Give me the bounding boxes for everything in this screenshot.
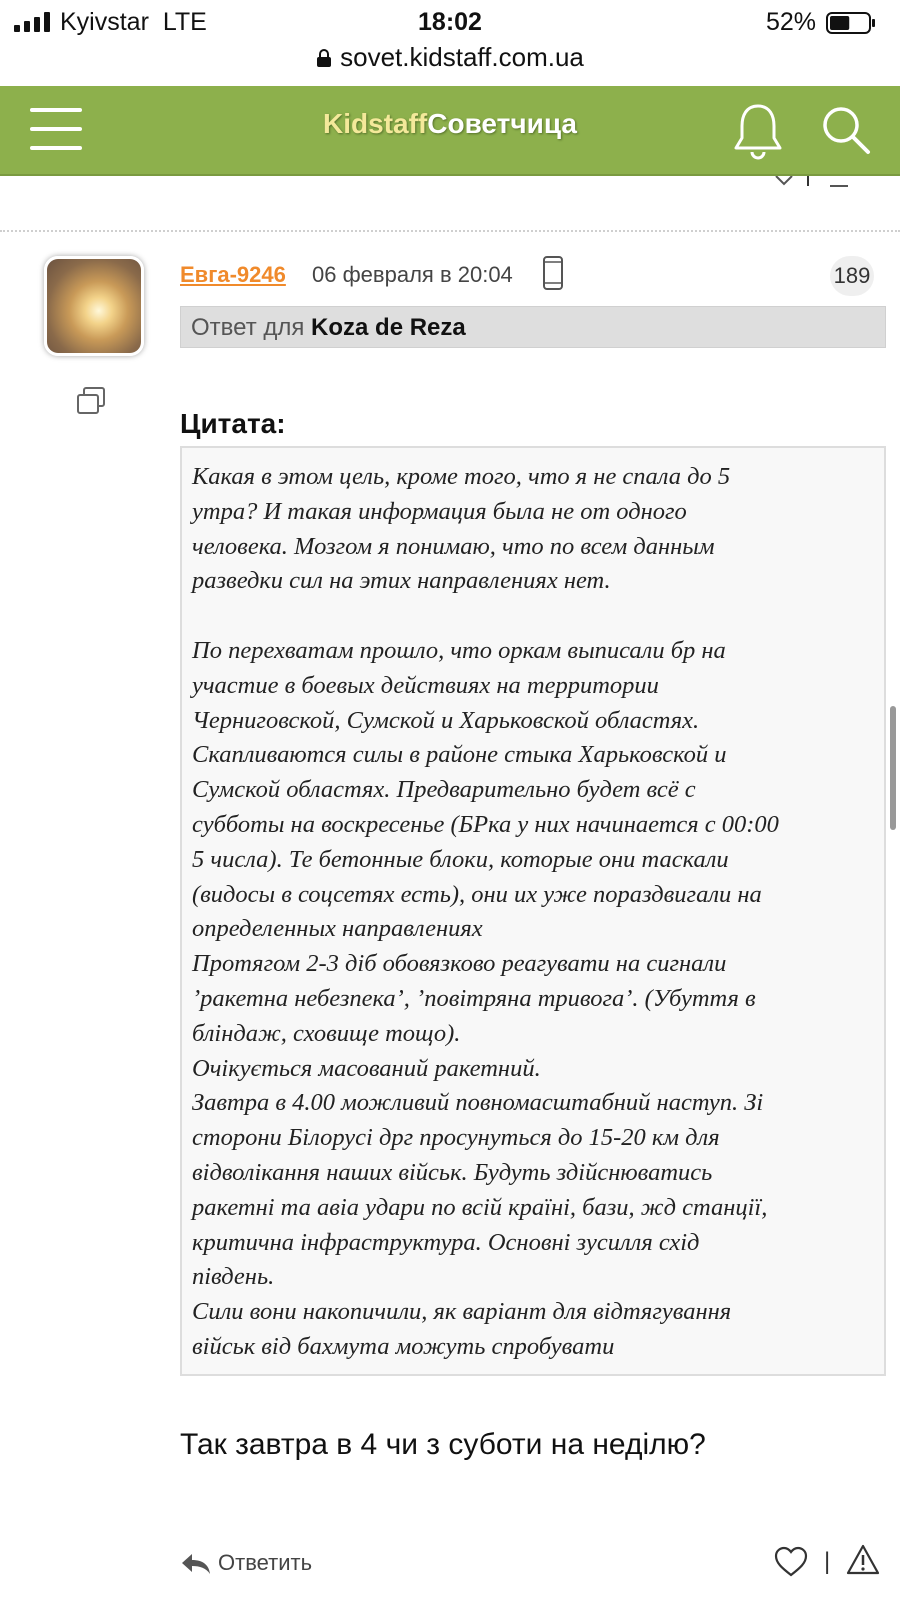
- quote-line: військ від бахмута можуть спробувати: [192, 1332, 615, 1360]
- search-icon[interactable]: [820, 104, 872, 156]
- quote-line: відволікання наших військ. Будуть здійснюватись: [192, 1158, 713, 1186]
- quote-line: разведки сил на этих направлениях нет.: [192, 567, 611, 595]
- status-bar: [0, 0, 900, 86]
- quote-line: сторони Білорусі дрг просунуться до 15-20 км для: [192, 1124, 720, 1152]
- post-divider: [0, 230, 900, 232]
- quote-line: Сумской областях. Предварительно будет всё с: [192, 776, 696, 804]
- quote-line: ракетні та авіа удари по всій країні, бази, жд станції,: [192, 1193, 768, 1221]
- reply-to-user[interactable]: Koza de Reza: [311, 314, 466, 341]
- bell-icon[interactable]: [732, 102, 784, 160]
- quote-line: определенных направлениях: [192, 915, 483, 943]
- clock: 18:02: [418, 8, 482, 36]
- quote-line: ’ракетна небезпека’, ’повітряна тривога’. (Убуття в: [192, 984, 756, 1012]
- quote-line: Какая в этом цель, кроме того, что я не спала до 5: [192, 463, 731, 490]
- warning-icon[interactable]: [846, 1544, 880, 1576]
- logo-sovetchica: Советчица: [427, 108, 577, 139]
- quote-block: [180, 446, 886, 1376]
- carrier-label: Kyivstar LTE: [60, 8, 207, 36]
- reply-to-bar: [180, 306, 886, 348]
- reply-arrow-icon: [180, 1552, 212, 1576]
- quote-line: утра? И такая информация была не от одного: [192, 497, 687, 525]
- battery-icon: [826, 12, 876, 34]
- quote-line: бліндаж, сховище тощо).: [192, 1019, 461, 1047]
- quote-line: Сили вони накопичили, як варіант для відтягування: [192, 1298, 732, 1326]
- address-bar[interactable]: [0, 42, 900, 73]
- quote-line: человека. Мозгом я понимаю, что по всем данным: [192, 532, 715, 560]
- site-header: [0, 86, 900, 176]
- mobile-device-icon: [542, 256, 564, 290]
- quote-line: Протягом 2-3 діб обовязково реагувати на сигнали: [192, 950, 727, 978]
- quote-line: (видосы в соцсетях есть), они их уже пораздвигали на: [192, 880, 762, 908]
- quote-line: Скапливаются силы в районе стыка Харьковской и: [192, 741, 727, 769]
- quote-line: Черниговской, Сумской и Харьковской областях.: [192, 706, 700, 734]
- lock-icon: [316, 48, 332, 68]
- reply-button[interactable]: [180, 1550, 312, 1576]
- quote-line: Завтра в 4.00 можливий повномасштабний наступ. Зі: [192, 1089, 764, 1117]
- quote-line: 5 числа). Те бетонные блоки, которые они таскали: [192, 845, 729, 873]
- logo-kidstaff: Kidstaff: [323, 108, 428, 139]
- scrollbar[interactable]: [890, 706, 896, 830]
- quote-line: субботы на воскресенье (БРка у них начинается с 00:00: [192, 810, 779, 838]
- action-separator: |: [824, 1548, 831, 1575]
- user-avatar[interactable]: [44, 256, 144, 356]
- previous-post-actions: [770, 176, 880, 190]
- post-date: 06 февраля в 20:04: [312, 262, 513, 287]
- quote-title: Цитата:: [180, 408, 286, 439]
- quote-line: По перехватам прошло, что оркам выписали бр на: [192, 636, 726, 664]
- reply-label: Ответить: [218, 1550, 313, 1575]
- post-body-text: Так завтра в 4 чи з суботи на неділю?: [180, 1428, 706, 1461]
- quote-line: південь.: [192, 1263, 275, 1291]
- copy-icon[interactable]: [76, 386, 106, 416]
- post-count-badge: 189: [830, 256, 874, 296]
- quote-line: Очікується масований ракетний.: [192, 1054, 541, 1082]
- heart-icon[interactable]: [774, 1546, 808, 1578]
- quote-line: участие в боевых действиях на территории: [192, 671, 659, 699]
- quote-line: критична інфраструктура. Основні зусилля схід: [192, 1228, 700, 1256]
- battery-percent: 52%: [765, 8, 816, 36]
- author-link[interactable]: Евга-9246: [180, 262, 286, 287]
- reply-to-prefix: Ответ для: [191, 314, 305, 341]
- quote-paragraph-gap: [192, 599, 874, 634]
- url-text: sovet.kidstaff.com.ua: [340, 42, 584, 72]
